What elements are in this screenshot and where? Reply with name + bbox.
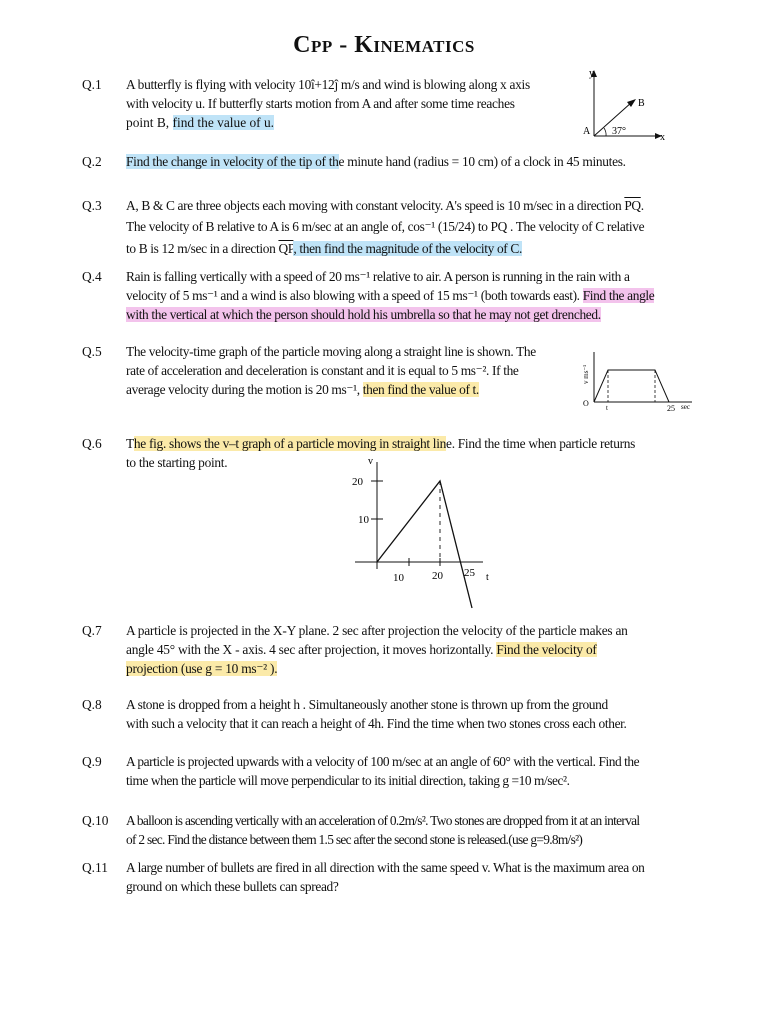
question-number: Q.1 — [82, 77, 102, 92]
question-text: A particle is projected in the X-Y plane. 2 sec after projection the velocity of the particle makes an — [126, 623, 628, 638]
y-axis-label: v ms⁻¹ — [582, 364, 590, 384]
angle-label: 37° — [612, 126, 626, 137]
page-title: Cpp - Kinematics — [293, 32, 475, 58]
x-tick-10: 10 — [393, 572, 404, 584]
question-number: Q.4 — [82, 269, 102, 284]
x-axis-label: x — [660, 132, 665, 143]
x-tick-25: 25 — [464, 567, 475, 579]
question-text: A particle is projected upwards with a velocity of 100 m/sec at an angle of 60° with the vertical. Find the — [126, 754, 640, 769]
question-text: The velocity-time graph of the particle moving along a straight line is shown. The — [126, 344, 536, 359]
question-number: Q.8 — [82, 697, 102, 712]
question-text: to B is 12 m/sec in a direction $\overline{QP}$, then find the magnitude of the velocity of C. — [126, 241, 522, 256]
x-axis-label: t — [486, 572, 489, 583]
question-text: rate of acceleration and deceleration is constant and it is equal to 5 ms⁻². If the — [126, 363, 519, 378]
y-axis-label: v — [368, 456, 373, 467]
question-number: Q.2 — [82, 154, 102, 169]
time-unit-label: sec — [681, 403, 690, 411]
question-text: Find the change in velocity of the tip of the minute hand (radius = 10 cm) of a clock in 45 minutes. — [126, 154, 626, 169]
question-text: to the starting point. — [126, 455, 228, 470]
question-text: ground on which these bullets can spread? — [126, 879, 339, 894]
end-time-label: 25 — [667, 404, 675, 413]
question-number: Q.11 — [82, 860, 108, 875]
question-text: A large number of bullets are fired in all direction with the same speed v. What is the maximum area on — [126, 860, 645, 875]
question-text: point B, find the value of u. — [126, 115, 275, 130]
t-label: t — [606, 404, 608, 412]
question-text: A balloon is ascending vertically with an acceleration of 0.2m/s². Two stones are dropped from it at an interval — [126, 813, 640, 828]
point-a-label: A — [583, 126, 591, 137]
question-text: velocity of 5 ms⁻¹ and a wind is also blowing with a speed of 15 ms⁻¹ (both towards east). Find the angle — [126, 288, 655, 303]
question-number: Q.9 — [82, 754, 102, 769]
question-text: The fig. shows the v–t graph of a particle moving in straight line. Find the time when particle returns — [126, 436, 636, 451]
origin-label: O — [583, 399, 589, 408]
y-tick-20: 20 — [352, 476, 363, 488]
question-text: with velocity u. If butterfly starts motion from A and after some time reaches — [126, 96, 515, 111]
y-axis-label: y — [589, 68, 594, 79]
question-number: Q.7 — [82, 623, 102, 638]
question-number: Q.5 — [82, 344, 102, 359]
question-text: A stone is dropped from a height h . Simultaneously another stone is thrown up from the ground — [126, 697, 608, 712]
question-text: The velocity of B relative to A is 6 m/sec at an angle of, cos⁻¹ (15/24) to PQ . The velocity of C relative — [126, 219, 645, 234]
question-text: A butterfly is flying with velocity 10î+12ĵ m/s and wind is blowing along x axis — [126, 77, 530, 92]
question-number: Q.3 — [82, 198, 102, 213]
question-text: with the vertical at which the person should hold his umbrella so that he may not get drenched. — [126, 307, 601, 322]
y-tick-10: 10 — [358, 514, 369, 526]
question-text: average velocity during the motion is 20 ms⁻¹, then find the value of t. — [126, 382, 479, 397]
question-text: with such a velocity that it can reach a height of 4h. Find the time when two stones cross each other. — [126, 716, 627, 731]
question-number: Q.10 — [82, 813, 109, 828]
question-text: A, B & C are three objects each moving with constant velocity. A's speed is 10 m/sec in a direction $\overline{PQ}$. — [126, 198, 644, 213]
question-text: projection (use g = 10 ms⁻² ). — [126, 661, 278, 676]
q5-velocity-time-graph — [578, 348, 698, 418]
question-text: Rain is falling vertically with a speed of 20 ms⁻¹ relative to air. A person is running in the rain with a — [126, 269, 630, 284]
q6-vt-graph — [350, 452, 510, 612]
x-tick-20: 20 — [432, 570, 443, 582]
question-number: Q.6 — [82, 436, 102, 451]
question-text: time when the particle will move perpendicular to its initial direction, taking g =10 m/sec². — [126, 773, 570, 788]
question-text: angle 45° with the X - axis. 4 sec after projection, it moves horizontally. Find the velocity of — [126, 642, 597, 657]
point-b-label: B — [638, 98, 645, 109]
q1-vector-figure — [580, 66, 670, 146]
question-text: of 2 sec. Find the distance between them 1.5 sec after the second stone is released.(use g=9.8m/s²) — [126, 832, 583, 847]
